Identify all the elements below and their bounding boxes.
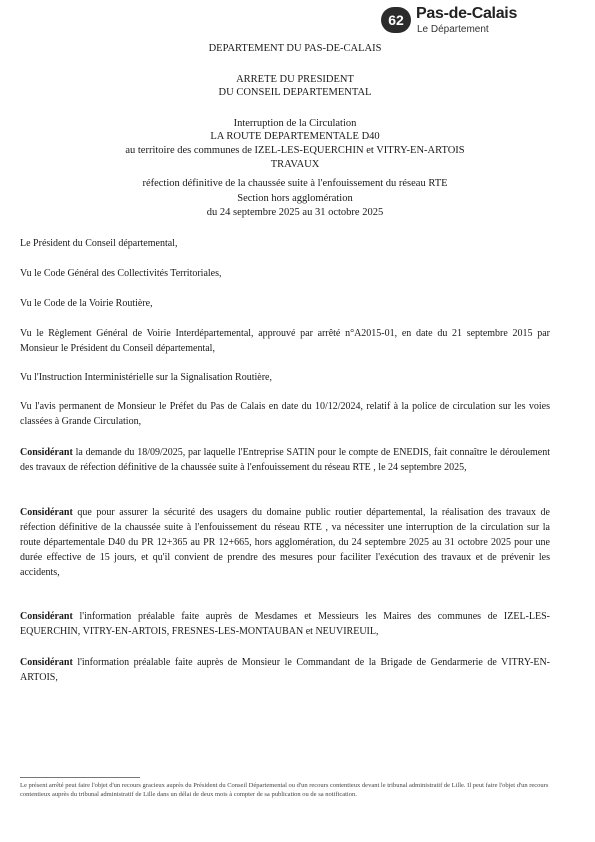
considerant-securite — [20, 505, 550, 580]
department-logo — [381, 5, 581, 39]
considerant-label: Considérant — [20, 447, 73, 458]
considerant-text: que pour assurer la sécurité des usagers du domaine public routier départemental, la réalisation des travaux de réfection définitive de la chaussée suite à l'enfouissement du réseau RTE , va nécessiter une interruption de la circulation sur la route départementale D40 du PR 12+365 au PR 12+665, hors agglomération, du 24 septembre 2025 au 31 octobre 2025 pour une durée effective de 15 jours, et qu'il convient de prendre des mesures pour faciliter l'exécution des travaux et de prévenir les accidents, — [20, 507, 550, 578]
subject-line-6: Section hors agglomération — [237, 193, 353, 204]
considerant-info-gendarmerie — [20, 655, 550, 685]
considerant-text: la demande du 18/09/2025, par laquelle l'Entreprise SATIN pour le compte de ENEDIS, fait connaître le déroulement des travaux de réfection définitive de la chaussée suite à l'enfouissement du réseau RTE , le 24 septembre 2025, — [20, 447, 550, 473]
considerant-label: Considérant — [20, 657, 73, 668]
subject-line-1: Interruption de la Circulation — [233, 118, 357, 129]
subject-line-3: au territoire des communes de IZEL-LES-EQUERCHIN et VITRY-EN-ARTOIS — [125, 145, 465, 156]
considerant-text: l'information préalable faite auprès de Mesdames et Messieurs les Maires des communes de IZEL-LES-EQUERCHIN, VITRY-EN-ARTOIS, FRESNES-LES-MONTAUBAN et NEUVIREUIL, — [20, 611, 550, 637]
logo-subtitle: Le Département — [417, 24, 489, 35]
subject-line-2: LA ROUTE DEPARTEMENTALE D40 — [210, 131, 380, 142]
subject-line-4: TRAVAUX — [270, 159, 320, 170]
subject-line-5: réfection définitive de la chaussée suite à l'enfouissement du réseau RTE — [142, 178, 448, 189]
visa-signalisation: Vu l'Instruction Interministérielle sur la Signalisation Routière, — [20, 372, 272, 383]
department-heading: DEPARTEMENT DU PAS-DE-CALAIS — [208, 43, 382, 54]
considerant-info-maires — [20, 609, 550, 639]
considerant-label: Considérant — [20, 611, 73, 622]
footer-legal-notice: Le présent arrêté peut faire l'objet d'un recours gracieux auprès du Président du Conseil Départemental ou d'un recours contentieux devant le tribunal administratif de Lille. Il peut faire l'objet d'un recours contentieux auprès du tribunal administratif de Lille dans un délai de deux mois à compter de sa publication ou de sa notification. — [20, 782, 549, 798]
considerant-text: l'information préalable faite auprès de Monsieur le Commandant de la Brigade de Gendarmerie de VITRY-EN-ARTOIS, — [20, 657, 550, 683]
arrete-heading-line2: DU CONSEIL DEPARTEMENTAL — [218, 87, 372, 98]
department-number-badge: 62 — [381, 7, 411, 33]
logo-name: Pas-de-Calais — [416, 5, 518, 22]
considerant-demande — [20, 445, 550, 475]
visa-reglement-voirie: Vu le Règlement Général de Voirie Interdépartemental, approuvé par arrêté n°A2015-01, en date du 21 septembre 2015 par Monsieur le Président du Conseil départemental, — [20, 328, 550, 354]
visa-cgct: Vu le Code Général des Collectivités Territoriales, — [20, 268, 222, 279]
footer-divider — [20, 777, 140, 778]
president-line: Le Président du Conseil départemental, — [20, 238, 178, 249]
subject-line-7: du 24 septembre 2025 au 31 octobre 2025 — [206, 207, 384, 218]
considerant-label: Considérant — [20, 507, 73, 518]
arrete-heading-line1: ARRETE DU PRESIDENT — [236, 74, 354, 85]
visa-voirie-routiere: Vu le Code de la Voirie Routière, — [20, 298, 153, 309]
visa-avis-prefet: Vu l'avis permanent de Monsieur le Préfet du Pas de Calais en date du 10/12/2024, relatif à la police de circulation sur les voies classées à Grande Circulation, — [20, 401, 550, 427]
